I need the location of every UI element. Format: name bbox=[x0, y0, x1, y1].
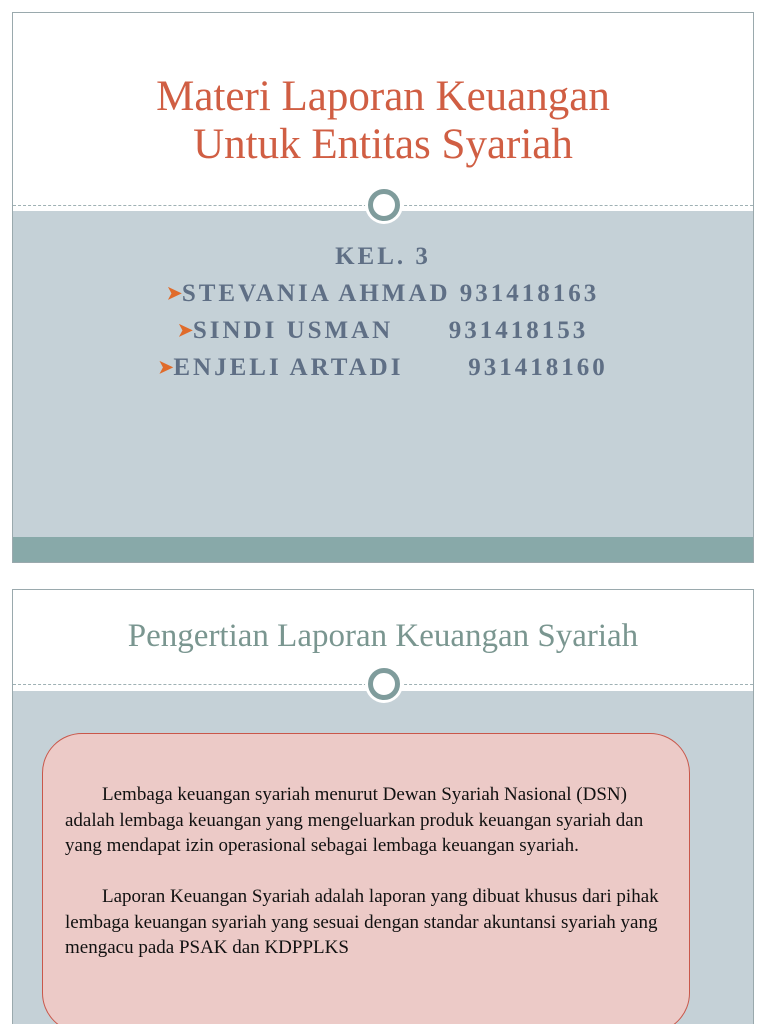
content-box bbox=[42, 733, 690, 1024]
arrow-bullet-icon: ➤ bbox=[177, 320, 193, 340]
slide-title bbox=[13, 73, 753, 169]
paragraph-report-definition: Laporan Keuangan Syariah adalah laporan yang dibuat khusus dari pihak lembaga keuangan syariah yang sesuai dengan standar akuntansi syariah yang mengacu pada PSAK dan KDPPLKS bbox=[65, 886, 659, 958]
member-id: 931418153 bbox=[448, 317, 589, 344]
paragraph-dsn-definition: Lembaga keuangan syariah menurut Dewan Syariah Nasional (DSN) adalah lembaga keuangan yang mengeluarkan produk keuangan syariah dan yang mendapat izin operasional sebagai lembaga keuangan syariah. bbox=[65, 784, 644, 856]
member-name: STEVANIA AHMAD bbox=[181, 280, 451, 307]
footer-band bbox=[13, 537, 753, 563]
member-name: ENJELI ARTADI bbox=[173, 354, 404, 381]
member-row bbox=[13, 275, 753, 312]
title-area bbox=[13, 13, 753, 208]
title-line-1: Materi Laporan Keuangan bbox=[156, 73, 610, 120]
member-row bbox=[13, 312, 753, 349]
group-label: KEL. 3 bbox=[335, 243, 431, 270]
ring-ornament-icon bbox=[368, 668, 400, 700]
member-name: SINDI USMAN bbox=[192, 317, 394, 344]
ring-ornament-icon bbox=[368, 189, 400, 221]
member-id: 931418160 bbox=[468, 354, 608, 381]
title-line-2: Untuk Entitas Syariah bbox=[193, 121, 573, 168]
definition-slide bbox=[12, 589, 754, 1024]
group-members bbox=[13, 239, 753, 386]
member-id: 931418163 bbox=[459, 280, 600, 307]
slide-title: Pengertian Laporan Keuangan Syariah bbox=[127, 618, 639, 654]
arrow-bullet-icon: ➤ bbox=[158, 357, 174, 377]
member-row bbox=[13, 349, 753, 386]
title-slide bbox=[12, 12, 754, 563]
arrow-bullet-icon: ➤ bbox=[166, 283, 182, 303]
